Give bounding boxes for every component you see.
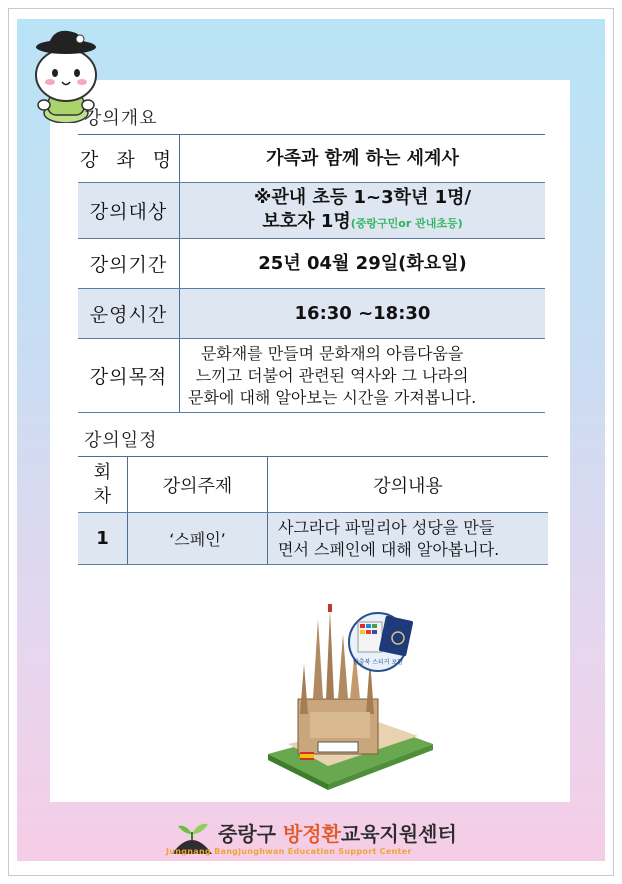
overview-table [78,134,545,413]
target-line2: 보호자 1명 [262,210,351,232]
label-purpose: 강의목적 [78,339,180,412]
row-number: 1 [78,513,128,564]
content-line2: 면서 스페인에 대해 알아봅니다. [278,539,500,559]
center-english-name: Jungnang Bangjunghwan Education Support Center [166,847,412,856]
header-content: 강의내용 [373,475,443,497]
table-row [78,135,545,183]
row-content [268,513,548,564]
center-name-accent: 방정환 [282,822,341,846]
value-time: 16:30 ~18:30 [294,302,431,324]
target-line1: ※관내 초등 1~3학년 1명/ [253,186,472,208]
value-target [180,183,545,238]
value-period: 25년 04월 29일(화요일) [258,252,467,274]
label-time: 운영시간 [78,289,180,338]
center-name-part1: 중랑구 [218,822,283,846]
schedule-table [78,456,548,565]
purpose-line1: 문화재를 만들며 문화재의 아름다움을 [200,343,464,363]
table-row [78,183,545,239]
table-row [78,339,545,413]
label-course-name: 강 좌 명 [78,135,180,182]
overview-title: 강의개요 [84,108,158,129]
header-round-line2: 차 [93,485,112,507]
table-row [78,289,545,339]
header-topic: 강의주제 [128,457,268,512]
content-line1: 사그라다 파밀리아 성당을 만들 [278,517,495,537]
stamp-caption: 탈출북 스티커 포함 [352,659,404,666]
purpose-line2: 느끼고 더불어 관련된 역사와 그 나라의 [195,365,469,385]
purpose-line3: 문화에 대해 알아보는 시간을 가져봅니다. [188,387,477,407]
center-name [218,818,457,847]
label-target: 강의대상 [78,183,180,238]
passport-sticker-image [348,610,424,674]
table-row [78,513,548,565]
table-header-row [78,457,548,513]
target-note: (중랑구민or 관내초등) [350,216,463,230]
value-purpose [180,339,545,412]
row-topic: ‘스페인’ [128,513,268,564]
header-round [78,457,128,512]
header-round-line1: 회 [93,461,112,483]
schedule-title: 강의일정 [84,430,158,451]
label-period: 강의기간 [78,239,180,288]
center-name-part2: 교육지원센터 [340,822,457,846]
table-row [78,239,545,289]
value-course-name: 가족과 함께 하는 세계사 [266,147,459,169]
